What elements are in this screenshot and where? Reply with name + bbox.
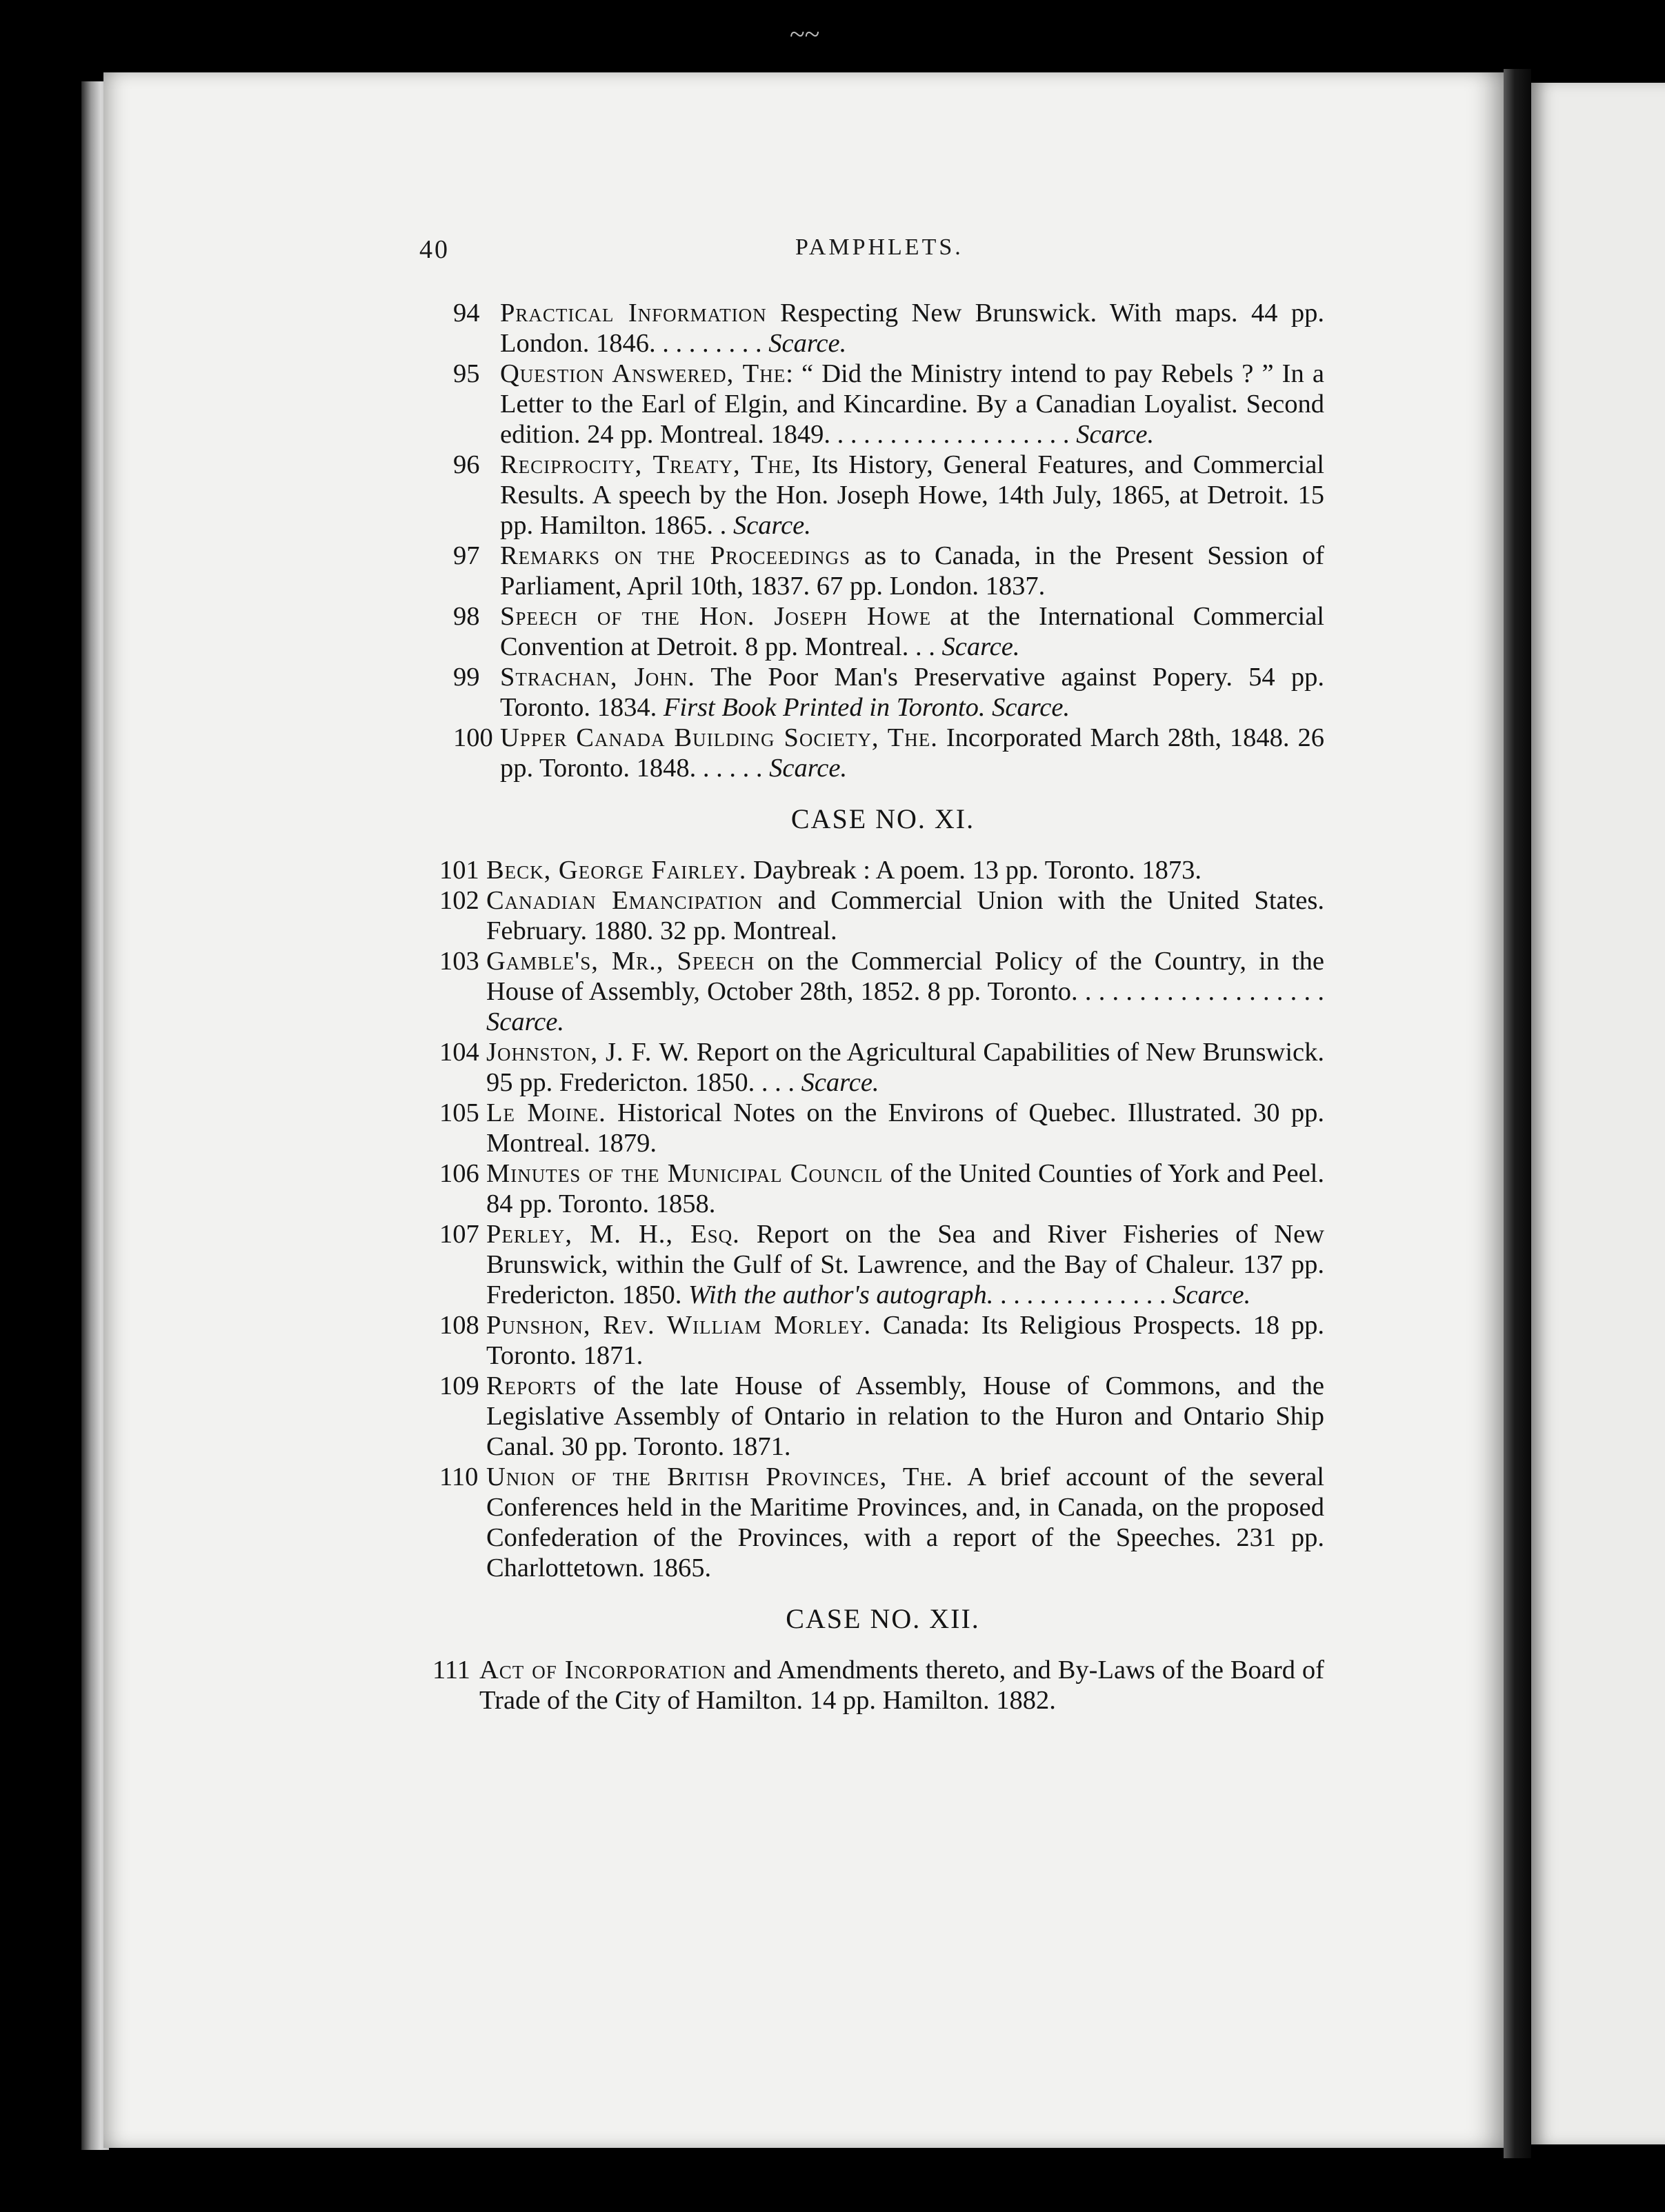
catalogue-entry xyxy=(386,1219,1324,1310)
entry-text: Daybreak : A poem. 13 pp. Toronto. 1873. xyxy=(746,856,1202,885)
entry-number: 94 xyxy=(453,299,480,328)
entry-heading: Upper Canada Building Society, The. xyxy=(500,723,938,752)
entry-number: 110 xyxy=(439,1462,479,1491)
entry-number: 107 xyxy=(439,1220,479,1249)
entry-text: Its History, General Features, and Commercial Results. A speech by the Hon. Joseph Howe, 14th July, 1865, at Detroit. 15 pp. Hamilton. 1865. . xyxy=(500,450,1324,540)
entry-scarce: Scarce. xyxy=(732,511,811,540)
entry-heading: Reports xyxy=(486,1371,577,1400)
entry-text: of the late House of Assembly, House of Commons, and the Legislative Assembly of Ontario in relation to the Huron and Ontario Ship Canal. 30 pp. Toronto. 1871. xyxy=(486,1371,1324,1461)
entry-scarce: Scarce. xyxy=(768,329,847,358)
entry-number: 105 xyxy=(439,1098,479,1127)
entries-case-x xyxy=(400,298,1324,783)
entry-number: 95 xyxy=(453,359,480,388)
catalogue-entry xyxy=(386,1158,1324,1219)
case-heading-xii: CASE NO. XII. xyxy=(786,1603,980,1634)
entry-text: Report on the Sea and River Fisheries of New Brunswick, within the Gulf of St. Lawrence, and the Bay of Chaleur. 137 pp. Fredericton. 1850. xyxy=(486,1220,1324,1309)
entry-heading: Le Moine. xyxy=(486,1098,606,1127)
entries-case-xii xyxy=(379,1655,1324,1716)
entry-text: as to Canada, in the Present Session of Parliament, April 10th, 1837. 67 pp. London. 1837. xyxy=(500,541,1324,601)
catalogue-entry xyxy=(386,855,1324,885)
entry-number: 102 xyxy=(439,886,479,915)
facing-page xyxy=(1531,83,1665,2144)
entry-text: Historical Notes on the Environs of Quebec. Illustrated. 30 pp. Montreal. 1879. xyxy=(486,1098,1324,1158)
entry-heading: Canadian Emancipation xyxy=(486,886,764,915)
entry-number: 108 xyxy=(439,1311,479,1340)
catalogue-entry xyxy=(386,1371,1324,1462)
catalogue-entry xyxy=(386,1310,1324,1371)
entry-heading: Act of Incorporation xyxy=(479,1656,727,1685)
page-number: 40 xyxy=(419,235,450,264)
entry-leader: . . . . . . . . . . . . . xyxy=(993,1280,1173,1309)
catalogue-content xyxy=(400,298,1324,1716)
top-mark: ~~ xyxy=(790,19,820,50)
catalogue-entry xyxy=(386,1098,1324,1158)
running-title: PAMPHLETS. xyxy=(795,234,964,260)
book-gutter xyxy=(1504,69,1531,2158)
entry-heading: Strachan, John. xyxy=(500,663,695,692)
entries-case-xi xyxy=(386,855,1324,1583)
entry-scarce: Scarce. xyxy=(941,632,1020,661)
entry-text: : “ Did the Ministry intend to pay Rebels ? ” In a Letter to the Earl of Elgin, and Kincardine. By a Canadian Loyalist. Second edition. 24 pp. Montreal. 1849. . . . . . . . . . . . . . . . . . . xyxy=(500,359,1324,449)
entry-heading: Beck, George Fairley. xyxy=(486,856,747,885)
catalogue-entry xyxy=(386,885,1324,946)
entry-text: Incorporated March 28th, 1848. 26 pp. Toronto. 1848. . . . . . xyxy=(500,723,1324,783)
entry-number: 109 xyxy=(439,1371,479,1400)
entry-scarce: Scarce. xyxy=(769,754,848,783)
entry-heading: Practical Information xyxy=(500,299,767,328)
entry-text: The Poor Man's Preservative against Popery. 54 pp. Toronto. 1834. xyxy=(500,663,1324,722)
entry-scarce: Scarce. xyxy=(801,1068,879,1097)
entry-number: 104 xyxy=(439,1038,479,1067)
entry-text: Report on the Agricultural Capabilities of New Brunswick. 95 pp. Fredericton. 1850. . . . xyxy=(486,1038,1324,1097)
entry-text: A brief account of the several Conferences held in the Maritime Provinces, and, in Canada, on the proposed Confederation of the Provinces, with a report of the Speeches. 231 pp. Charlottetown. 1865. xyxy=(486,1462,1324,1582)
catalogue-entry xyxy=(400,541,1324,601)
entry-heading: Remarks on the Proceedings xyxy=(500,541,851,570)
entry-number: 99 xyxy=(453,663,480,692)
entry-text: at the International Commercial Convention at Detroit. 8 pp. Montreal. . . xyxy=(500,602,1324,661)
entry-text: Canada: Its Religious Prospects. 18 pp. Toronto. 1871. xyxy=(486,1311,1324,1370)
entry-heading: Johnston, J. F. W. xyxy=(486,1038,690,1067)
entry-heading: Union of the British Provinces, The. xyxy=(486,1462,954,1491)
entry-heading: Reciprocity, Treaty, The, xyxy=(500,450,801,479)
entry-text: of the United Counties of York and Peel. 84 pp. Toronto. 1858. xyxy=(486,1159,1324,1218)
entry-note: First Book Printed in Toronto. xyxy=(663,693,986,722)
entry-text: and Commercial Union with the United States. February. 1880. 32 pp. Montreal. xyxy=(486,886,1324,945)
catalogue-entry xyxy=(400,662,1324,723)
entry-number: 101 xyxy=(439,856,479,885)
catalogue-entry xyxy=(400,450,1324,541)
entry-heading: Perley, M. H., Esq. xyxy=(486,1220,740,1249)
entry-note: With the author's autograph. xyxy=(688,1280,994,1309)
catalogue-entry xyxy=(386,1037,1324,1098)
entry-text: and Amendments thereto, and By-Laws of the Board of Trade of the City of Hamilton. 14 pp. Hamilton. 1882. xyxy=(479,1656,1324,1715)
entry-scarce: Scarce. xyxy=(486,1007,564,1036)
entry-scarce: Scarce. xyxy=(1173,1280,1251,1309)
entry-number: 103 xyxy=(439,947,479,976)
page-header xyxy=(419,234,1316,276)
entry-heading: Minutes of the Municipal Council xyxy=(486,1159,884,1188)
catalogue-entry xyxy=(386,1462,1324,1583)
catalogue-entry xyxy=(386,946,1324,1037)
entry-number: 100 xyxy=(453,723,493,752)
entry-heading: Gamble's, Mr., Speech xyxy=(486,947,755,976)
catalogue-entry xyxy=(400,601,1324,662)
entry-scarce: Scarce. xyxy=(1076,420,1155,449)
catalogue-entry xyxy=(400,359,1324,450)
entry-heading: Punshon, Rev. William Morley. xyxy=(486,1311,872,1340)
entry-number: 98 xyxy=(453,602,480,631)
entry-number: 97 xyxy=(453,541,480,570)
entry-scarce: Scarce. xyxy=(985,693,1070,722)
entry-number: 111 xyxy=(432,1656,470,1685)
catalogue-entry xyxy=(400,298,1324,359)
catalogue-entry xyxy=(400,723,1324,783)
entry-heading: Speech of the Hon. Joseph Howe xyxy=(500,602,932,631)
catalogue-entry xyxy=(379,1655,1324,1716)
case-heading-xi: CASE NO. XI. xyxy=(790,803,975,834)
entry-heading: Question Answered, The xyxy=(500,359,786,388)
entry-text: Respecting New Brunswick. With maps. 44 pp. London. 1846. . . . . . . . . xyxy=(500,299,1325,358)
entry-text: on the Commercial Policy of the Country, in the House of Assembly, October 28th, 1852. 8 pp. Toronto. . . . . . . . . . . . . . . . . . . xyxy=(486,947,1324,1006)
entry-number: 96 xyxy=(453,450,480,479)
entry-number: 106 xyxy=(439,1159,479,1188)
